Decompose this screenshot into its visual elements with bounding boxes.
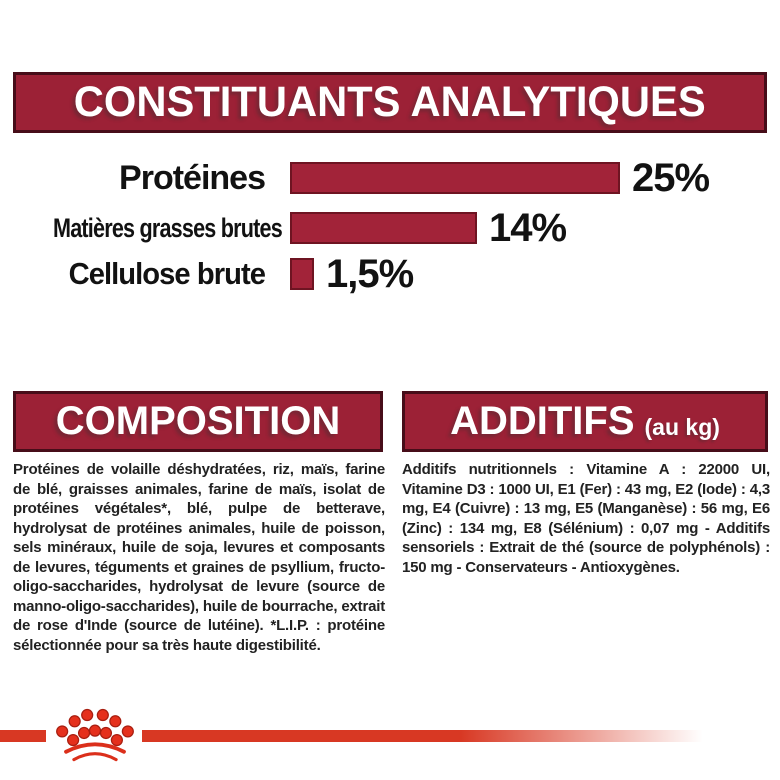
composition-body-text: Protéines de volaille déshydratées, riz, maïs, farine de blé, graisses animales, farine de maïs, isolat de protéines végétales*, blé, pulpe de betterave, hydrolysat de protéines animales, huile de poisson, sels minéraux, huile de soja, levures et composants de levures, téguments et graines de psyllium, fructo-oligo-saccharides, hydrolysat de levure (source de manno-oligo-saccharides), huile de bourrache, extrait de rose d'Inde (source de lutéine). *L.I.P. : protéine sélectionnée pour sa très haute digestibilité. [13, 461, 385, 654]
chart-bar [290, 212, 477, 244]
additifs-banner [402, 391, 768, 452]
additifs-unit-label: (au kg) [644, 414, 720, 440]
chart-bar [290, 258, 314, 290]
chart-row-cellulose [0, 251, 414, 296]
chart-row-label: Matières grasses brutes [53, 212, 282, 243]
additifs-body-text: Additifs nutritionnels : Vitamine A : 22000 UI, Vitamine D3 : 1000 UI, E1 (Fer) : 43 mg, E2 (Iode) : 4,3 mg, E4 (Cuivre) : 13 mg, E5 (Manganèse) : 56 mg, E6 (Zinc) : 134 mg, E8 (Sélénium) : 0,07 mg - Additifs sensoriels : Extrait de thé (source de polyphénols) : 150 mg - Conservateurs - Antioxygènes. [402, 461, 770, 576]
chart-row-label: Cellulose brute [68, 256, 265, 291]
composition-banner [13, 391, 383, 452]
royal-canin-crown-logo-icon [52, 700, 138, 766]
chart-row-proteines [0, 155, 710, 200]
additifs-title: ADDITIFS [450, 399, 635, 443]
analytic-constituents-banner [13, 72, 767, 133]
footer-rule-left [0, 730, 46, 742]
chart-value-label: 25% [632, 155, 710, 200]
chart-value-label: 14% [489, 205, 567, 250]
chart-row-label: Protéines [119, 158, 265, 197]
footer-rule-right [142, 730, 720, 742]
chart-row-matieres-grasses [0, 205, 567, 250]
chart-value-label: 1,5% [326, 251, 414, 296]
chart-bar [290, 162, 620, 194]
analytic-constituents-title: CONSTITUANTS ANALYTIQUES [74, 78, 706, 126]
composition-title: COMPOSITION [55, 399, 341, 443]
